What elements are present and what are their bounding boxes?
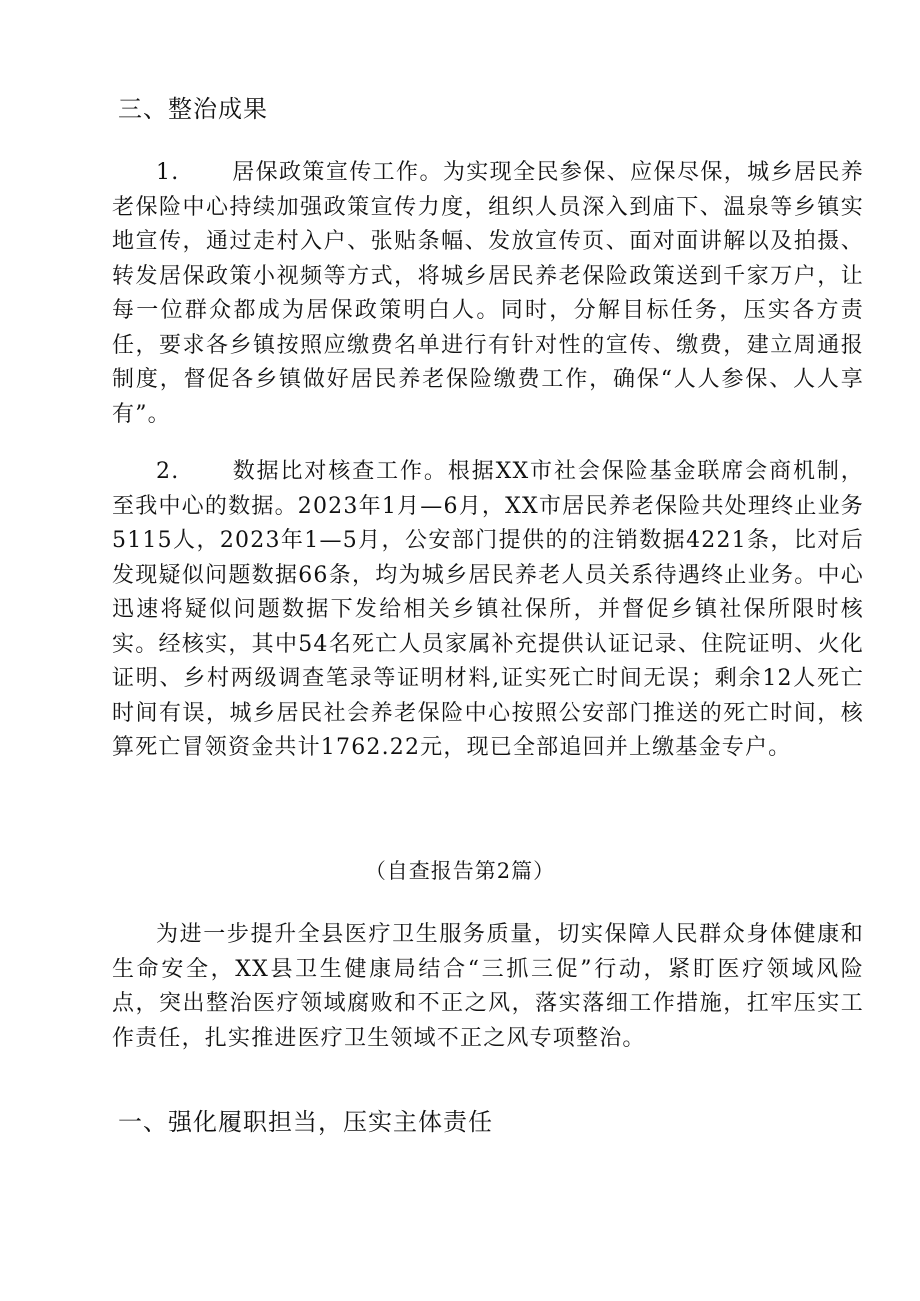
item-2-text: 数据比对核查工作。根据XX市社会保险基金联席会商机制，至我中心的数据。2023年1月—6月，XX市居民养老保险共处理终止业务5115人，2023年1—5月，公安部门提供的的注销数据4221条，比对后发现疑似问题数据66条，均为城乡居民养老人员关系待遇终止业务。中心迅速将疑似问题数据下发给相关乡镇社保所，并督促乡镇社保所限时核实。经核实，其中54名死亡人员家属补充提供认证记录、住院证明、火化证明、乡村两级调查笔录等证明材料,证实死亡时间无误；剩余12人死亡时间有误，城乡居民社会养老保险中心按照公安部门推送的死亡时间，核算死亡冒领资金共计1762.22元，现已全部追回并上缴基金专户。 [112,459,864,760]
intro-paragraph: 为进一步提升全县医疗卫生服务质量，切实保障人民群众身体健康和生命安全，XX县卫生健康局结合“三抓三促”行动，紧盯医疗领域风险点，突出整治医疗领域腐败和不正之风，落实落细工作措施，扛牢压实工作责任，扎实推进医疗卫生领域不正之风专项整治。 [112,922,864,1051]
item-1-number: 1. [156,160,180,185]
item-2-paragraph [112,455,864,766]
section-3-heading: 三、整治成果 [118,95,268,123]
item-1-text: 居保政策宣传工作。为实现全民参保、应保尽保，城乡居民养老保险中心持续加强政策宣传力度，组织人员深入到庙下、温泉等乡镇实地宣传，通过走村入户、张贴条幅、发放宣传页、面对面讲解以及拍摄、转发居保政策小视频等方式，将城乡居民养老保险政策送到千家万户，让每一位群众都成为居保政策明白人。同时，分解目标任务，压实各方责任，要求各乡镇按照应缴费名单进行有针对性的宣传、缴费，建立周通报制度，督促各乡镇做好居民养老保险缴费工作，确保“人人参保、人人享有”。 [112,160,864,427]
item-2-number: 2. [156,459,180,484]
section-1-heading: 一、强化履职担当，压实主体责任 [118,1108,493,1136]
report-2-caption: （自查报告第2篇） [364,859,556,883]
item-1-paragraph [112,156,864,432]
